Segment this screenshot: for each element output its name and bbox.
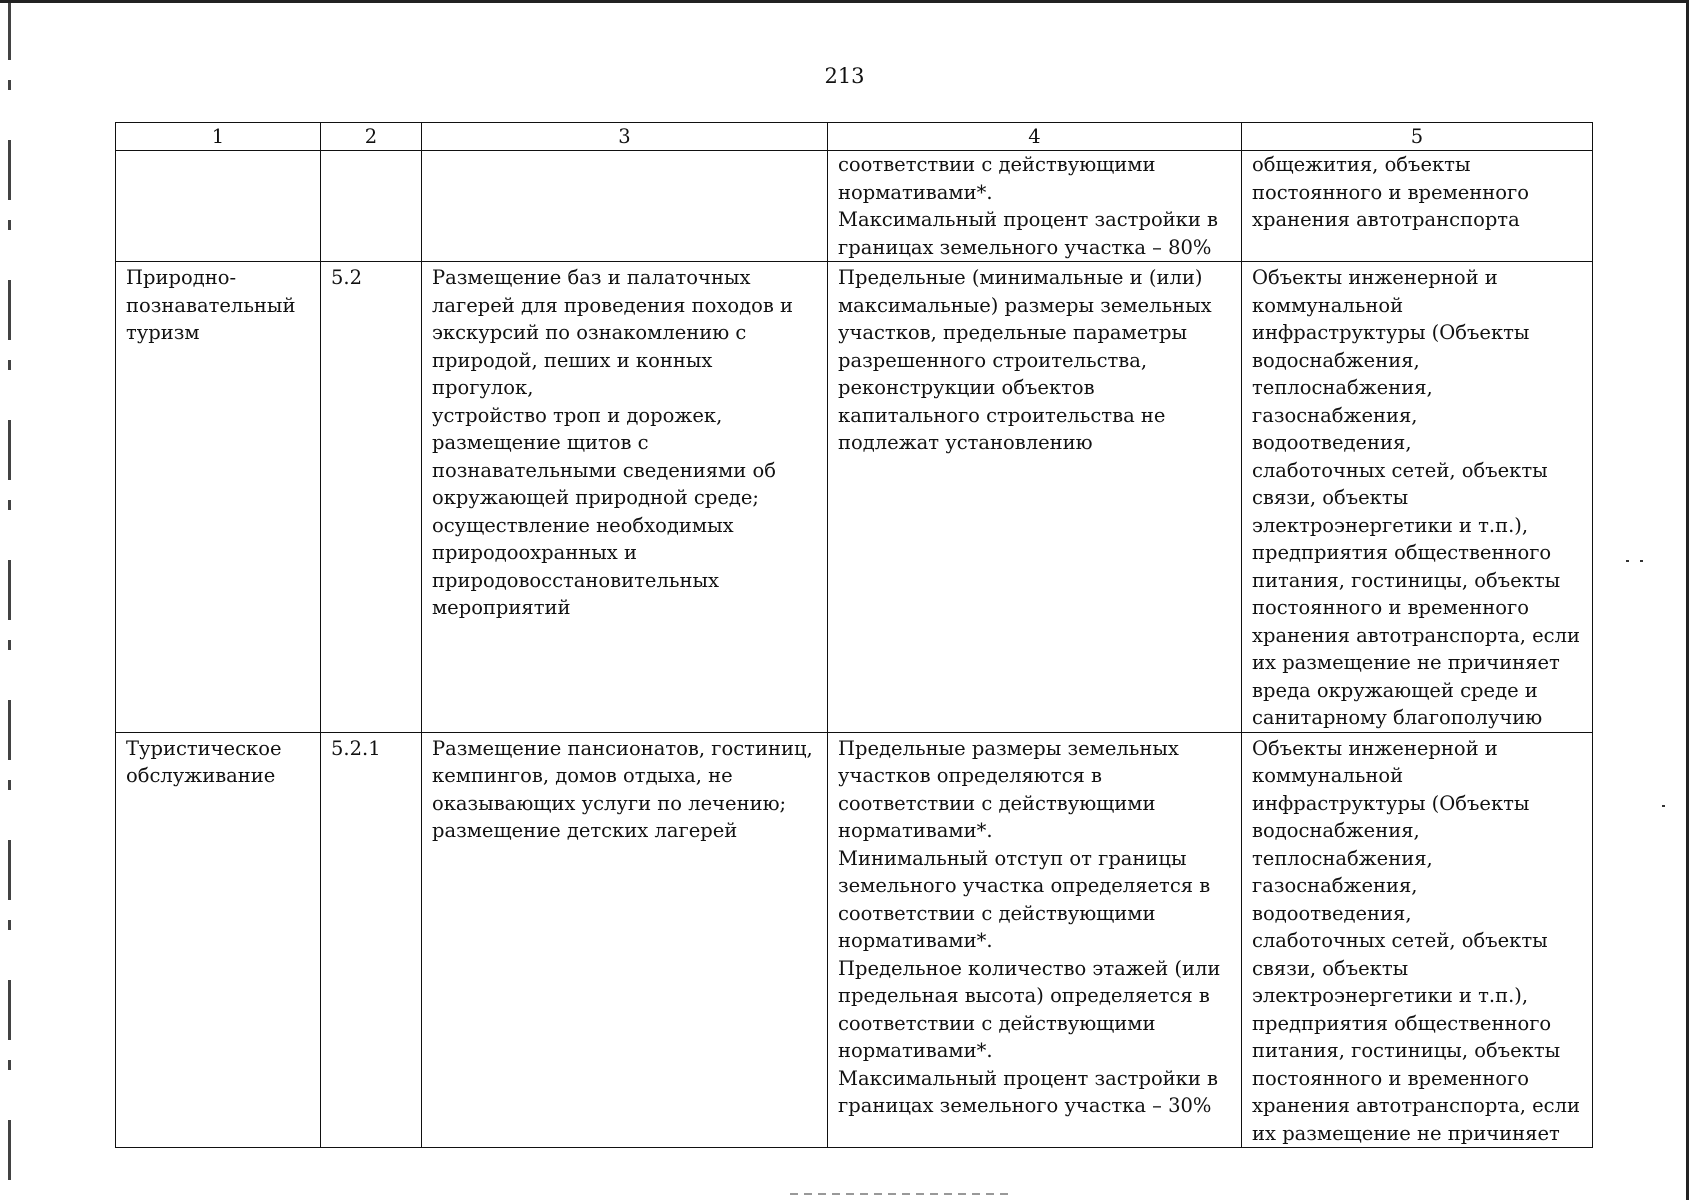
scan-edge-top [0,0,1689,3]
column-header-5: 5 [1242,123,1593,151]
use-description-cell [422,151,828,262]
column-header-4: 4 [828,123,1242,151]
scan-bottom-dashes [790,1193,1010,1195]
limit-parameters-cell: соответствии с действующими нормативами*. Максимальный процент застройки в границах земельного участка – 80% [828,151,1242,262]
column-header-2: 2 [321,123,422,151]
table-row [116,732,1593,1148]
table-header-row [116,123,1593,151]
use-type-name-cell: Туристическое обслуживание [116,732,321,1148]
auxiliary-objects-cell: Объекты инженерной и коммунальной инфраструктуры (Объекты водоснабжения, теплоснабжения, газоснабжения, водоотведения, слаботочных сетей, объекты связи, объекты электроэнергетики и т.п.), предприятия общественного питания, гостиницы, объекты постоянного и временного хранения автотранспорта, если их размещение не причиняет [1242,732,1593,1148]
use-type-code-cell: 5.2.1 [321,732,422,1148]
auxiliary-objects-cell: Объекты инженерной и коммунальной инфраструктуры (Объекты водоснабжения, теплоснабжения, газоснабжения, водоотведения, слаботочных сетей, объекты связи, объекты электроэнергетики и т.п.), предприятия общественного питания, гостиницы, объекты постоянного и временного хранения автотранспорта, если их размещение не причиняет вреда окружающей среде и санитарному благополучию [1242,262,1593,733]
use-type-code-cell: 5.2 [321,262,422,733]
use-type-name-cell: Природно- познавательный туризм [116,262,321,733]
use-type-code-cell [321,151,422,262]
land-use-table [115,122,1593,1148]
table-row [116,151,1593,262]
scan-speck [1640,560,1643,562]
auxiliary-objects-cell: общежития, объекты постоянного и временного хранения автотранспорта [1242,151,1593,262]
limit-parameters-cell: Предельные (минимальные и (или) максимальные) размеры земельных участков, предельные параметры разрешенного строительства, реконструкции объектов капитального строительства не подлежат установлению [828,262,1242,733]
use-description-cell: Размещение пансионатов, гостиниц, кемпингов, домов отдыха, не оказывающих услуги по лечению; размещение детских лагерей [422,732,828,1148]
scan-edge-left [8,0,11,1200]
scan-speck [1662,805,1665,807]
column-header-3: 3 [422,123,828,151]
limit-parameters-cell: Предельные размеры земельных участков определяются в соответствии с действующими нормативами*. Минимальный отступ от границы земельного участка определяется в соответствии с действующими нормативами*. Предельное количество этажей (или предельная высота) определяется в соответствии с действующими нормативами*. Максимальный процент застройки в границах земельного участка – 30% [828,732,1242,1148]
scan-speck [1626,560,1629,562]
use-description-cell: Размещение баз и палаточных лагерей для проведения походов и экскурсий по ознакомлению с природой, пеших и конных прогулок, устройство троп и дорожек, размещение щитов с познавательными сведениями об окружающей природной среде; осуществление необходимых природоохранных и природовосстановительных мероприятий [422,262,828,733]
page-number: 213 [824,64,865,88]
table-row [116,262,1593,733]
use-type-name-cell [116,151,321,262]
column-header-1: 1 [116,123,321,151]
